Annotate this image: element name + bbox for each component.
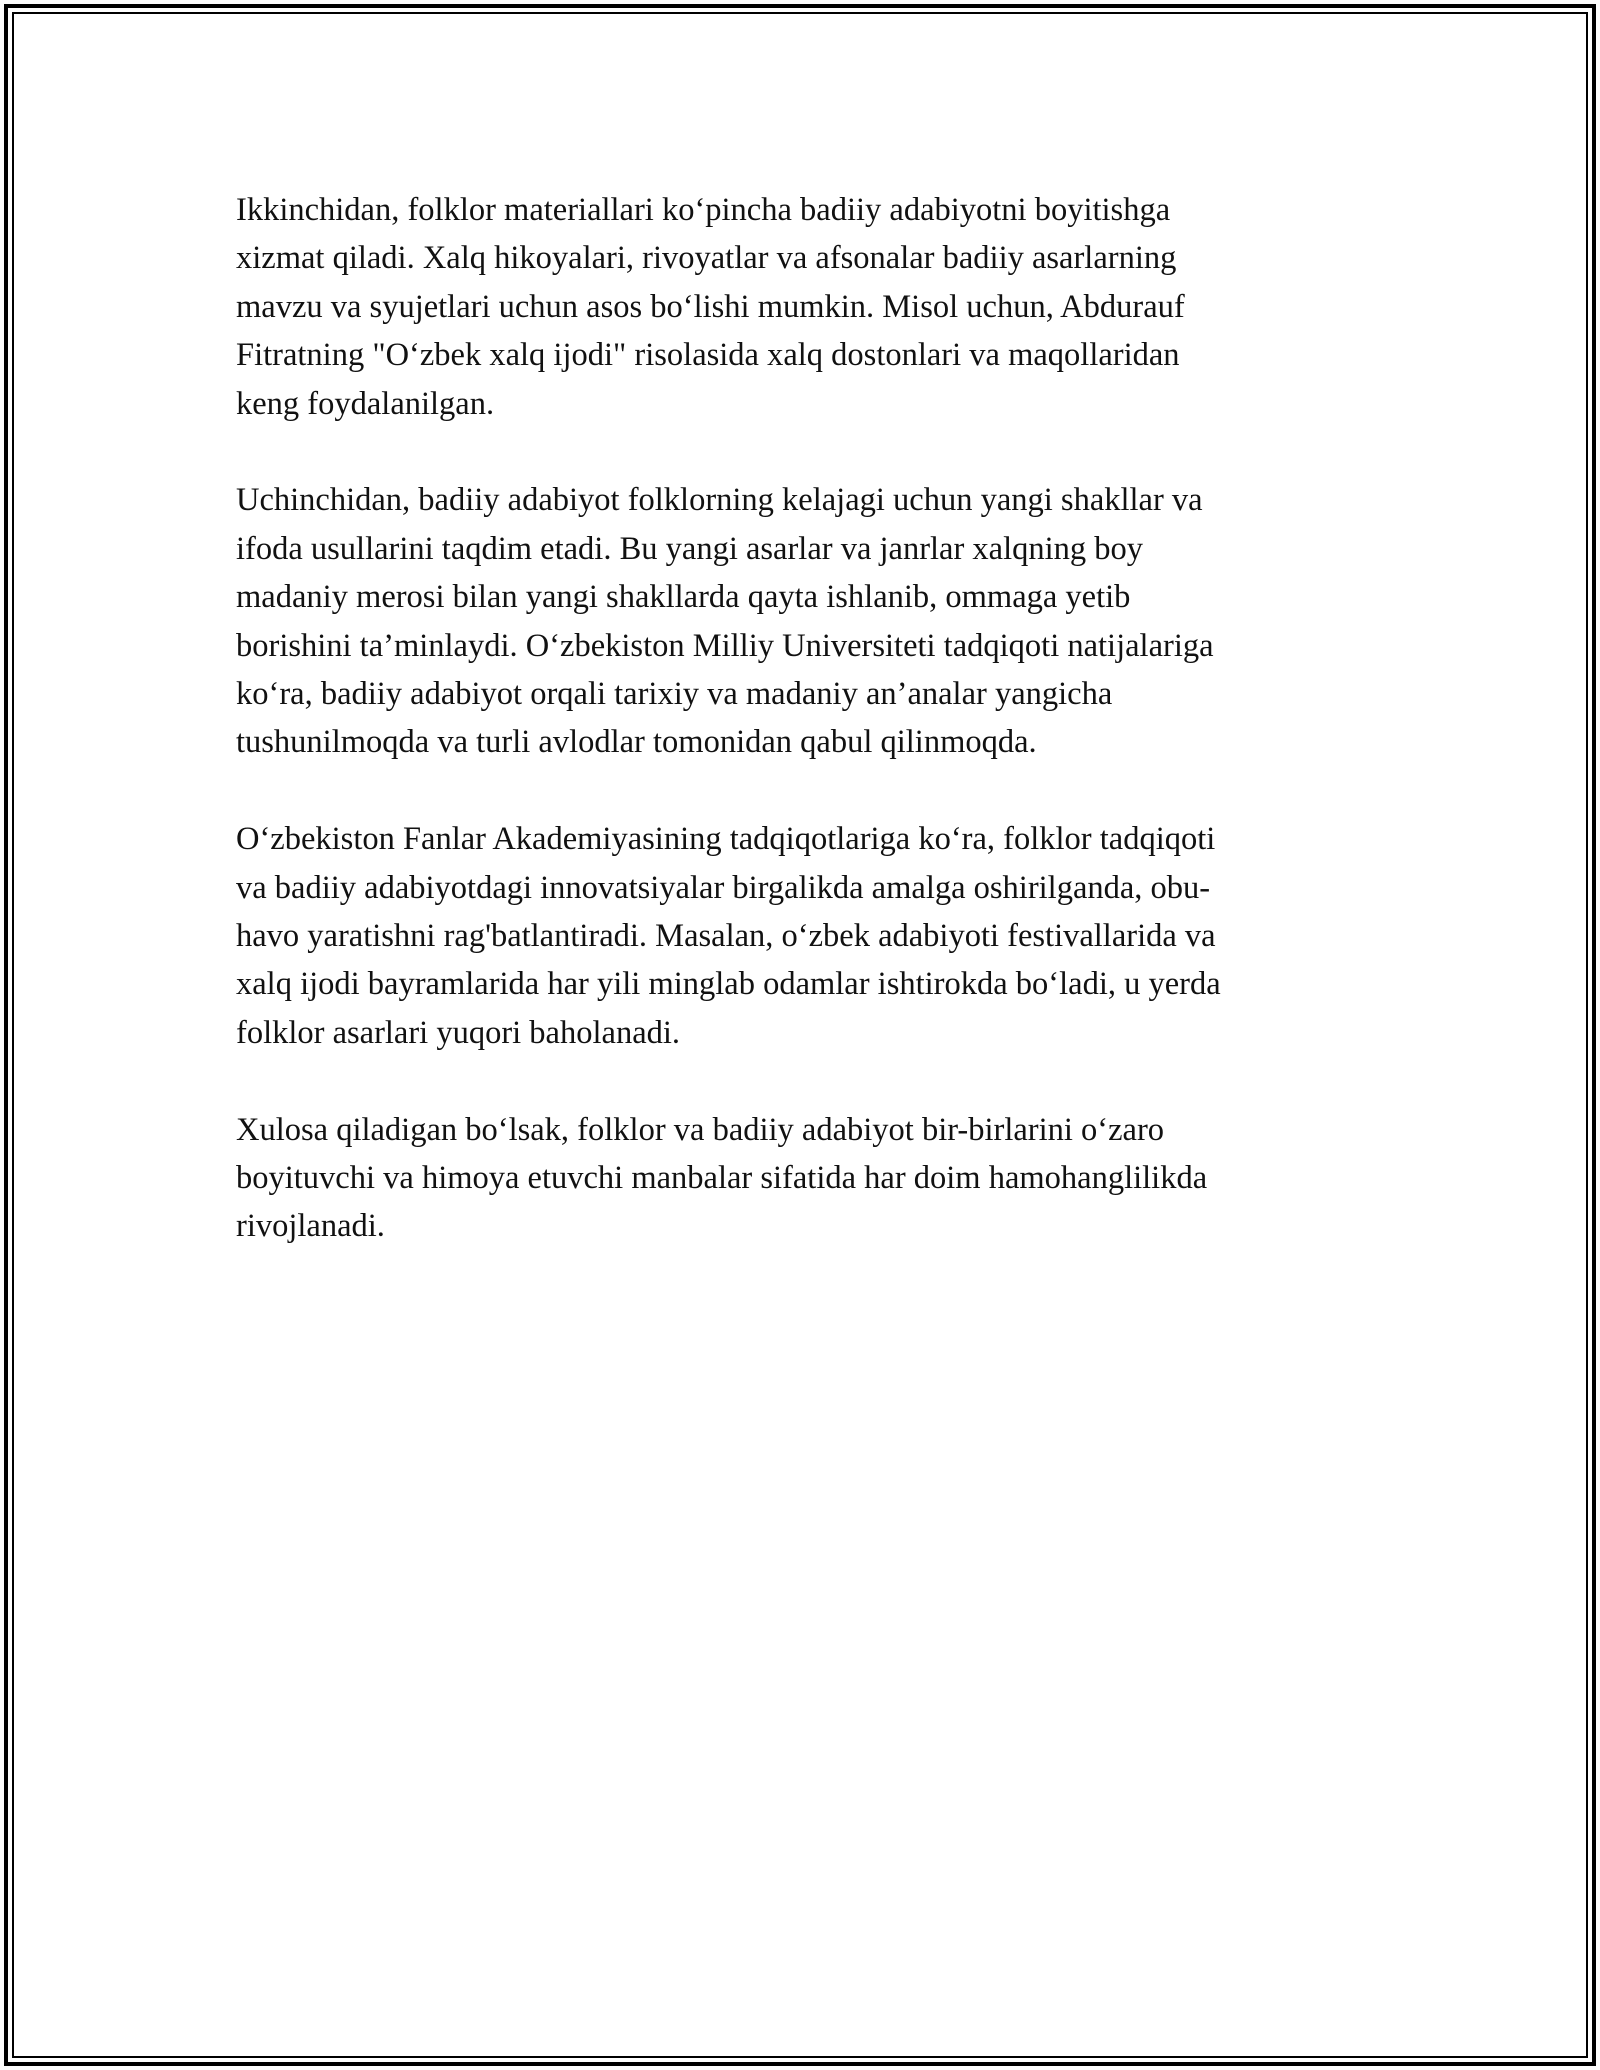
paragraph-4: Xulosa qiladigan bo‘lsak, folklor va badiiy adabiyot bir-birlarini o‘zaro boyituvchi va himoya etuvchi manbalar sifatida har doim hamohanglilikda rivojlanadi. <box>236 1111 1208 1245</box>
paragraph-2: Uchinchidan, badiiy adabiyot folklorning kelajagi uchun yangi shakllar va ifoda usullarini taqdim etadi. Bu yangi asarlar va janrlar xalqning boy madaniy merosi bilan yangi shakllarda qayta ishlanib, ommaga yetib borishini ta’minlaydi. O‘zbekiston Milliy Universiteti tadqiqoti natijalariga ko‘ra, badiiy adabiyot orqali tarixiy va madaniy an’analar yangicha tushunilmoqda va turli avlodlar tomonidan qabul qilinmoqda. <box>236 482 1214 761</box>
document-body <box>236 186 1356 1299</box>
paragraph-3: O‘zbekiston Fanlar Akademiyasining tadqiqotlariga ko‘ra, folklor tadqiqoti va badiiy adabiyotdagi innovatsiyalar birgalikda amalga oshirilganda, obu- havo yaratishni rag'batlantiradi. Masalan, o‘zbek adabiyoti festivallarida va xalq ijodi bayramlarida har yili minglab odamlar ishtirokda bo‘ladi, u yerda folklor asarlari yuqori baholanadi. <box>236 821 1221 1051</box>
paragraph-1: Ikkinchidan, folklor materiallari ko‘pincha badiiy adabiyotni boyitishga xizmat qiladi. Xalq hikoyalari, rivoyatlar va afsonalar badiiy asarlarning mavzu va syujetlari uchun asos bo‘lishi mumkin. Misol uchun, Abdurauf Fitratning "O‘zbek xalq ijodi" risolasida xalq dostonlari va maqollaridan keng foydalanilgan. <box>236 192 1185 422</box>
